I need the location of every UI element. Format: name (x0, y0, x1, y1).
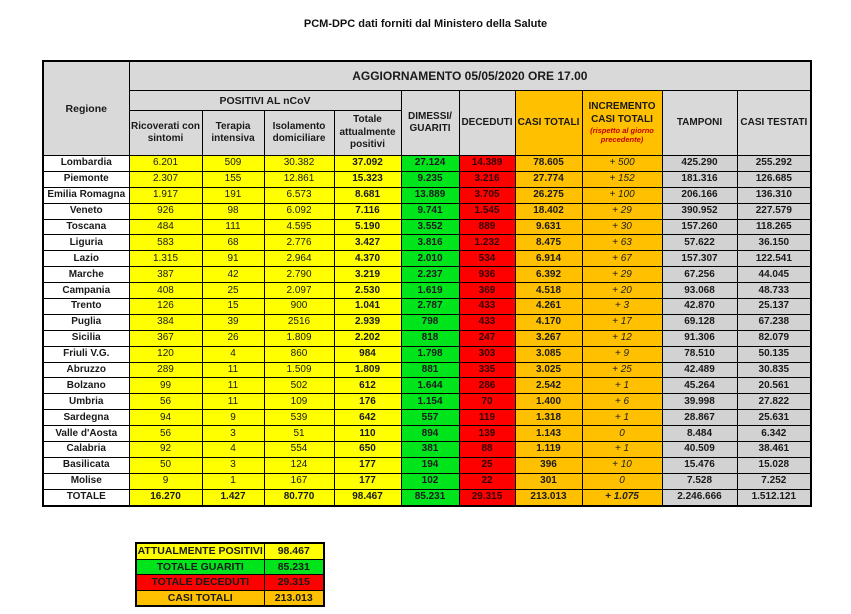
cell-attualmente-positivi: 2.530 (334, 283, 401, 299)
cell-casi-totali: 1.143 (515, 426, 582, 442)
cell-isolamento: 1.509 (264, 362, 334, 378)
cell-deceduti: 286 (459, 378, 515, 394)
cell-isolamento: 2.790 (264, 267, 334, 283)
cell-casi-testati: 27.822 (737, 394, 811, 410)
cell-isolamento: 80.770 (264, 489, 334, 505)
cell-tamponi: 42.870 (662, 299, 737, 315)
region-name: TOTALE (43, 489, 129, 505)
table-row (43, 426, 811, 442)
summary-label: ATTUALMENTE POSITIVI (136, 543, 264, 559)
region-name: Lombardia (43, 156, 129, 172)
cell-terapia: 26 (202, 330, 264, 346)
cell-attualmente-positivi: 984 (334, 346, 401, 362)
cell-terapia: 25 (202, 283, 264, 299)
cell-dimessi-guariti: 798 (401, 314, 459, 330)
cell-casi-totali: 4.170 (515, 314, 582, 330)
cell-incremento: + 100 (582, 187, 662, 203)
cell-casi-testati: 20.561 (737, 378, 811, 394)
cell-tamponi: 206.166 (662, 187, 737, 203)
cell-casi-totali: 3.025 (515, 362, 582, 378)
cell-incremento: 0 (582, 426, 662, 442)
cell-ricoverati: 99 (129, 378, 202, 394)
cell-tamponi: 67.256 (662, 267, 737, 283)
table-row (43, 251, 811, 267)
cell-incremento: + 152 (582, 171, 662, 187)
region-name: Marche (43, 267, 129, 283)
group-header-positivi: POSITIVI AL nCoV (129, 91, 401, 111)
cell-ricoverati: 484 (129, 219, 202, 235)
cell-casi-totali: 1.318 (515, 410, 582, 426)
cell-tamponi: 69.128 (662, 314, 737, 330)
cell-dimessi-guariti: 2.010 (401, 251, 459, 267)
column-header-casi-totali: CASI TOTALI (515, 91, 582, 156)
cell-incremento: + 29 (582, 203, 662, 219)
cell-ricoverati: 94 (129, 410, 202, 426)
cell-dimessi-guariti: 9.741 (401, 203, 459, 219)
column-header-regione: Regione (43, 61, 129, 156)
cell-terapia: 4 (202, 442, 264, 458)
cell-deceduti: 139 (459, 426, 515, 442)
region-name: Puglia (43, 314, 129, 330)
cell-isolamento: 502 (264, 378, 334, 394)
cell-tamponi: 28.867 (662, 410, 737, 426)
cell-casi-totali: 3.085 (515, 346, 582, 362)
column-header-tamponi: TAMPONI (662, 91, 737, 156)
table-row (43, 267, 811, 283)
cell-attualmente-positivi: 15.323 (334, 171, 401, 187)
table-row (43, 156, 811, 172)
column-header-ricoverati: Ricoverati con sintomi (129, 111, 202, 156)
cell-isolamento: 6.092 (264, 203, 334, 219)
total-row (43, 489, 811, 505)
cell-deceduti: 303 (459, 346, 515, 362)
cell-casi-totali: 78.605 (515, 156, 582, 172)
summary-label: TOTALE DECEDUTI (136, 575, 264, 591)
cell-incremento: + 1 (582, 378, 662, 394)
table-row (43, 330, 811, 346)
cell-dimessi-guariti: 1.798 (401, 346, 459, 362)
table-row (43, 346, 811, 362)
cell-terapia: 42 (202, 267, 264, 283)
cell-terapia: 11 (202, 362, 264, 378)
cell-casi-testati: 82.079 (737, 330, 811, 346)
cell-attualmente-positivi: 110 (334, 426, 401, 442)
cell-deceduti: 534 (459, 251, 515, 267)
cell-casi-testati: 30.835 (737, 362, 811, 378)
cell-deceduti: 25 (459, 457, 515, 473)
table-row (43, 283, 811, 299)
cell-terapia: 15 (202, 299, 264, 315)
cell-dimessi-guariti: 2.237 (401, 267, 459, 283)
summary-value: 85.231 (264, 559, 324, 575)
cell-ricoverati: 120 (129, 346, 202, 362)
region-name: Umbria (43, 394, 129, 410)
cell-ricoverati: 926 (129, 203, 202, 219)
cell-dimessi-guariti: 1.644 (401, 378, 459, 394)
region-name: Toscana (43, 219, 129, 235)
cell-dimessi-guariti: 2.787 (401, 299, 459, 315)
incremento-header-label: INCREMENTO CASI TOTALI (588, 101, 656, 125)
cell-casi-totali: 8.475 (515, 235, 582, 251)
cell-incremento: + 17 (582, 314, 662, 330)
region-name: Calabria (43, 442, 129, 458)
cell-deceduti: 70 (459, 394, 515, 410)
cell-casi-testati: 15.028 (737, 457, 811, 473)
cell-attualmente-positivi: 650 (334, 442, 401, 458)
region-name: Piemonte (43, 171, 129, 187)
region-name: Liguria (43, 235, 129, 251)
table-row (43, 410, 811, 426)
cell-dimessi-guariti: 3.816 (401, 235, 459, 251)
cell-isolamento: 554 (264, 442, 334, 458)
cell-deceduti: 433 (459, 314, 515, 330)
table-row (43, 442, 811, 458)
cell-incremento: + 67 (582, 251, 662, 267)
region-name: Lazio (43, 251, 129, 267)
cell-deceduti: 1.232 (459, 235, 515, 251)
cell-tamponi: 157.307 (662, 251, 737, 267)
cell-casi-totali: 301 (515, 473, 582, 489)
table-row (43, 457, 811, 473)
summary-row (136, 575, 324, 591)
cell-isolamento: 2.964 (264, 251, 334, 267)
cell-deceduti: 3.216 (459, 171, 515, 187)
cell-dimessi-guariti: 27.124 (401, 156, 459, 172)
column-header-incremento (582, 91, 662, 156)
cell-incremento: + 12 (582, 330, 662, 346)
cell-tamponi: 7.528 (662, 473, 737, 489)
cell-tamponi: 42.489 (662, 362, 737, 378)
region-name: Friuli V.G. (43, 346, 129, 362)
cell-isolamento: 4.595 (264, 219, 334, 235)
region-name: Bolzano (43, 378, 129, 394)
table-row (43, 171, 811, 187)
summary-label: TOTALE GUARITI (136, 559, 264, 575)
summary-row (136, 590, 324, 606)
cell-terapia: 191 (202, 187, 264, 203)
region-name: Trento (43, 299, 129, 315)
cell-casi-testati: 44.045 (737, 267, 811, 283)
cell-casi-totali: 6.914 (515, 251, 582, 267)
cell-dimessi-guariti: 102 (401, 473, 459, 489)
cell-casi-testati: 122.541 (737, 251, 811, 267)
cell-ricoverati: 16.270 (129, 489, 202, 505)
cell-terapia: 4 (202, 346, 264, 362)
cell-ricoverati: 92 (129, 442, 202, 458)
cell-attualmente-positivi: 177 (334, 473, 401, 489)
cell-casi-testati: 25.631 (737, 410, 811, 426)
cell-tamponi: 8.484 (662, 426, 737, 442)
cell-attualmente-positivi: 2.202 (334, 330, 401, 346)
cell-casi-testati: 7.252 (737, 473, 811, 489)
cell-tamponi: 425.290 (662, 156, 737, 172)
cell-deceduti: 29.315 (459, 489, 515, 505)
cell-isolamento: 900 (264, 299, 334, 315)
cell-casi-testati: 126.685 (737, 171, 811, 187)
cell-tamponi: 39.998 (662, 394, 737, 410)
cell-ricoverati: 56 (129, 426, 202, 442)
cell-ricoverati: 126 (129, 299, 202, 315)
cell-isolamento: 30.382 (264, 156, 334, 172)
summary-value: 29.315 (264, 575, 324, 591)
cell-casi-totali: 213.013 (515, 489, 582, 505)
cell-terapia: 509 (202, 156, 264, 172)
cell-deceduti: 433 (459, 299, 515, 315)
cell-terapia: 3 (202, 457, 264, 473)
cell-casi-totali: 4.261 (515, 299, 582, 315)
cell-ricoverati: 384 (129, 314, 202, 330)
cell-casi-totali: 27.774 (515, 171, 582, 187)
cell-isolamento: 2.776 (264, 235, 334, 251)
cell-tamponi: 78.510 (662, 346, 737, 362)
region-name: Molise (43, 473, 129, 489)
summary-value: 213.013 (264, 590, 324, 606)
cell-casi-testati: 6.342 (737, 426, 811, 442)
cell-terapia: 3 (202, 426, 264, 442)
cell-casi-totali: 1.119 (515, 442, 582, 458)
cell-ricoverati: 50 (129, 457, 202, 473)
cell-attualmente-positivi: 1.041 (334, 299, 401, 315)
cell-dimessi-guariti: 818 (401, 330, 459, 346)
cell-casi-testati: 1.512.121 (737, 489, 811, 505)
cell-isolamento: 109 (264, 394, 334, 410)
cell-isolamento: 124 (264, 457, 334, 473)
column-header-terapia: Terapia intensiva (202, 111, 264, 156)
cell-attualmente-positivi: 642 (334, 410, 401, 426)
cell-terapia: 91 (202, 251, 264, 267)
cell-incremento: + 30 (582, 219, 662, 235)
cell-casi-totali: 2.542 (515, 378, 582, 394)
cell-terapia: 11 (202, 394, 264, 410)
cell-attualmente-positivi: 1.809 (334, 362, 401, 378)
cell-isolamento: 2.097 (264, 283, 334, 299)
summary-table (135, 542, 325, 607)
cell-incremento: + 63 (582, 235, 662, 251)
cell-attualmente-positivi: 98.467 (334, 489, 401, 505)
cell-casi-testati: 227.579 (737, 203, 811, 219)
cell-casi-testati: 118.265 (737, 219, 811, 235)
cell-terapia: 39 (202, 314, 264, 330)
region-name: Veneto (43, 203, 129, 219)
cell-attualmente-positivi: 4.370 (334, 251, 401, 267)
cell-ricoverati: 9 (129, 473, 202, 489)
region-name: Basilicata (43, 457, 129, 473)
cell-casi-totali: 4.518 (515, 283, 582, 299)
cell-deceduti: 3.705 (459, 187, 515, 203)
table-row (43, 394, 811, 410)
cell-attualmente-positivi: 2.939 (334, 314, 401, 330)
cell-tamponi: 57.622 (662, 235, 737, 251)
cell-terapia: 11 (202, 378, 264, 394)
cell-dimessi-guariti: 381 (401, 442, 459, 458)
cell-dimessi-guariti: 194 (401, 457, 459, 473)
cell-attualmente-positivi: 7.116 (334, 203, 401, 219)
cell-tamponi: 40.509 (662, 442, 737, 458)
cell-incremento: + 1 (582, 410, 662, 426)
cell-incremento: + 500 (582, 156, 662, 172)
cell-attualmente-positivi: 3.427 (334, 235, 401, 251)
cell-casi-totali: 18.402 (515, 203, 582, 219)
summary-row (136, 543, 324, 559)
cell-incremento: + 3 (582, 299, 662, 315)
cell-incremento: + 1 (582, 442, 662, 458)
cell-ricoverati: 583 (129, 235, 202, 251)
table-row (43, 187, 811, 203)
cell-tamponi: 157.260 (662, 219, 737, 235)
cell-incremento: + 10 (582, 457, 662, 473)
cell-ricoverati: 6.201 (129, 156, 202, 172)
cell-deceduti: 14.389 (459, 156, 515, 172)
cell-ricoverati: 2.307 (129, 171, 202, 187)
cell-casi-testati: 136.310 (737, 187, 811, 203)
cell-tamponi: 15.476 (662, 457, 737, 473)
cell-ricoverati: 56 (129, 394, 202, 410)
table-row (43, 362, 811, 378)
cell-terapia: 111 (202, 219, 264, 235)
cell-tamponi: 45.264 (662, 378, 737, 394)
cell-deceduti: 119 (459, 410, 515, 426)
cell-ricoverati: 408 (129, 283, 202, 299)
cell-isolamento: 167 (264, 473, 334, 489)
cell-attualmente-positivi: 176 (334, 394, 401, 410)
cell-terapia: 9 (202, 410, 264, 426)
cell-incremento: + 6 (582, 394, 662, 410)
column-header-casi-testati: CASI TESTATI (737, 91, 811, 156)
cell-dimessi-guariti: 894 (401, 426, 459, 442)
cell-deceduti: 22 (459, 473, 515, 489)
table-row (43, 219, 811, 235)
cell-casi-totali: 6.392 (515, 267, 582, 283)
cell-ricoverati: 1.315 (129, 251, 202, 267)
table-row (43, 314, 811, 330)
table-row (43, 378, 811, 394)
cell-isolamento: 539 (264, 410, 334, 426)
region-name: Emilia Romagna (43, 187, 129, 203)
cell-terapia: 1 (202, 473, 264, 489)
cell-dimessi-guariti: 13.889 (401, 187, 459, 203)
cell-tamponi: 181.316 (662, 171, 737, 187)
cell-ricoverati: 367 (129, 330, 202, 346)
cell-isolamento: 12.861 (264, 171, 334, 187)
column-header-isolamento: Isolamento domiciliare (264, 111, 334, 156)
cell-tamponi: 390.952 (662, 203, 737, 219)
cell-isolamento: 860 (264, 346, 334, 362)
cell-dimessi-guariti: 557 (401, 410, 459, 426)
cell-dimessi-guariti: 881 (401, 362, 459, 378)
cell-attualmente-positivi: 3.219 (334, 267, 401, 283)
update-header: AGGIORNAMENTO 05/05/2020 ORE 17.00 (129, 61, 811, 91)
cell-attualmente-positivi: 5.190 (334, 219, 401, 235)
cell-deceduti: 1.545 (459, 203, 515, 219)
cell-casi-totali: 9.631 (515, 219, 582, 235)
incremento-header-note: (rispetto al giorno precedente) (590, 126, 654, 144)
cell-deceduti: 335 (459, 362, 515, 378)
table-row (43, 299, 811, 315)
cell-tamponi: 2.246.666 (662, 489, 737, 505)
cell-casi-totali: 1.400 (515, 394, 582, 410)
region-name: Valle d'Aosta (43, 426, 129, 442)
cell-ricoverati: 1.917 (129, 187, 202, 203)
cell-attualmente-positivi: 177 (334, 457, 401, 473)
cell-ricoverati: 289 (129, 362, 202, 378)
cell-deceduti: 936 (459, 267, 515, 283)
cell-casi-testati: 50.135 (737, 346, 811, 362)
covid-region-table (42, 60, 812, 507)
cell-deceduti: 247 (459, 330, 515, 346)
table-row (43, 235, 811, 251)
cell-casi-testati: 25.137 (737, 299, 811, 315)
cell-casi-totali: 3.267 (515, 330, 582, 346)
cell-dimessi-guariti: 85.231 (401, 489, 459, 505)
cell-deceduti: 889 (459, 219, 515, 235)
region-name: Abruzzo (43, 362, 129, 378)
cell-dimessi-guariti: 1.154 (401, 394, 459, 410)
column-header-deceduti: DECEDUTI (459, 91, 515, 156)
cell-attualmente-positivi: 8.681 (334, 187, 401, 203)
cell-tamponi: 91.306 (662, 330, 737, 346)
region-name: Sicilia (43, 330, 129, 346)
summary-value: 98.467 (264, 543, 324, 559)
cell-incremento: + 20 (582, 283, 662, 299)
page-title: PCM-DPC dati forniti dal Ministero della Salute (303, 18, 548, 30)
cell-isolamento: 2516 (264, 314, 334, 330)
cell-isolamento: 1.809 (264, 330, 334, 346)
region-name: Sardegna (43, 410, 129, 426)
cell-tamponi: 93.068 (662, 283, 737, 299)
cell-attualmente-positivi: 37.092 (334, 156, 401, 172)
cell-casi-testati: 67.238 (737, 314, 811, 330)
cell-casi-totali: 396 (515, 457, 582, 473)
cell-incremento: + 9 (582, 346, 662, 362)
table-row (43, 473, 811, 489)
cell-terapia: 98 (202, 203, 264, 219)
cell-dimessi-guariti: 9.235 (401, 171, 459, 187)
cell-incremento: + 25 (582, 362, 662, 378)
summary-label: CASI TOTALI (136, 590, 264, 606)
summary-row (136, 559, 324, 575)
cell-terapia: 155 (202, 171, 264, 187)
cell-casi-testati: 48.733 (737, 283, 811, 299)
cell-incremento: + 1.075 (582, 489, 662, 505)
cell-ricoverati: 387 (129, 267, 202, 283)
column-header-attualmente-positivi: Totale attualmente positivi (334, 111, 401, 156)
cell-dimessi-guariti: 3.552 (401, 219, 459, 235)
cell-terapia: 1.427 (202, 489, 264, 505)
column-header-dimessi-guariti: DIMESSI/ GUARITI (401, 91, 459, 156)
cell-isolamento: 6.573 (264, 187, 334, 203)
cell-isolamento: 51 (264, 426, 334, 442)
region-name: Campania (43, 283, 129, 299)
cell-casi-testati: 38.461 (737, 442, 811, 458)
cell-casi-testati: 255.292 (737, 156, 811, 172)
cell-attualmente-positivi: 612 (334, 378, 401, 394)
cell-terapia: 68 (202, 235, 264, 251)
cell-incremento: 0 (582, 473, 662, 489)
cell-deceduti: 369 (459, 283, 515, 299)
cell-casi-testati: 36.150 (737, 235, 811, 251)
cell-dimessi-guariti: 1.619 (401, 283, 459, 299)
cell-casi-totali: 26.275 (515, 187, 582, 203)
cell-deceduti: 88 (459, 442, 515, 458)
table-row (43, 203, 811, 219)
cell-incremento: + 29 (582, 267, 662, 283)
